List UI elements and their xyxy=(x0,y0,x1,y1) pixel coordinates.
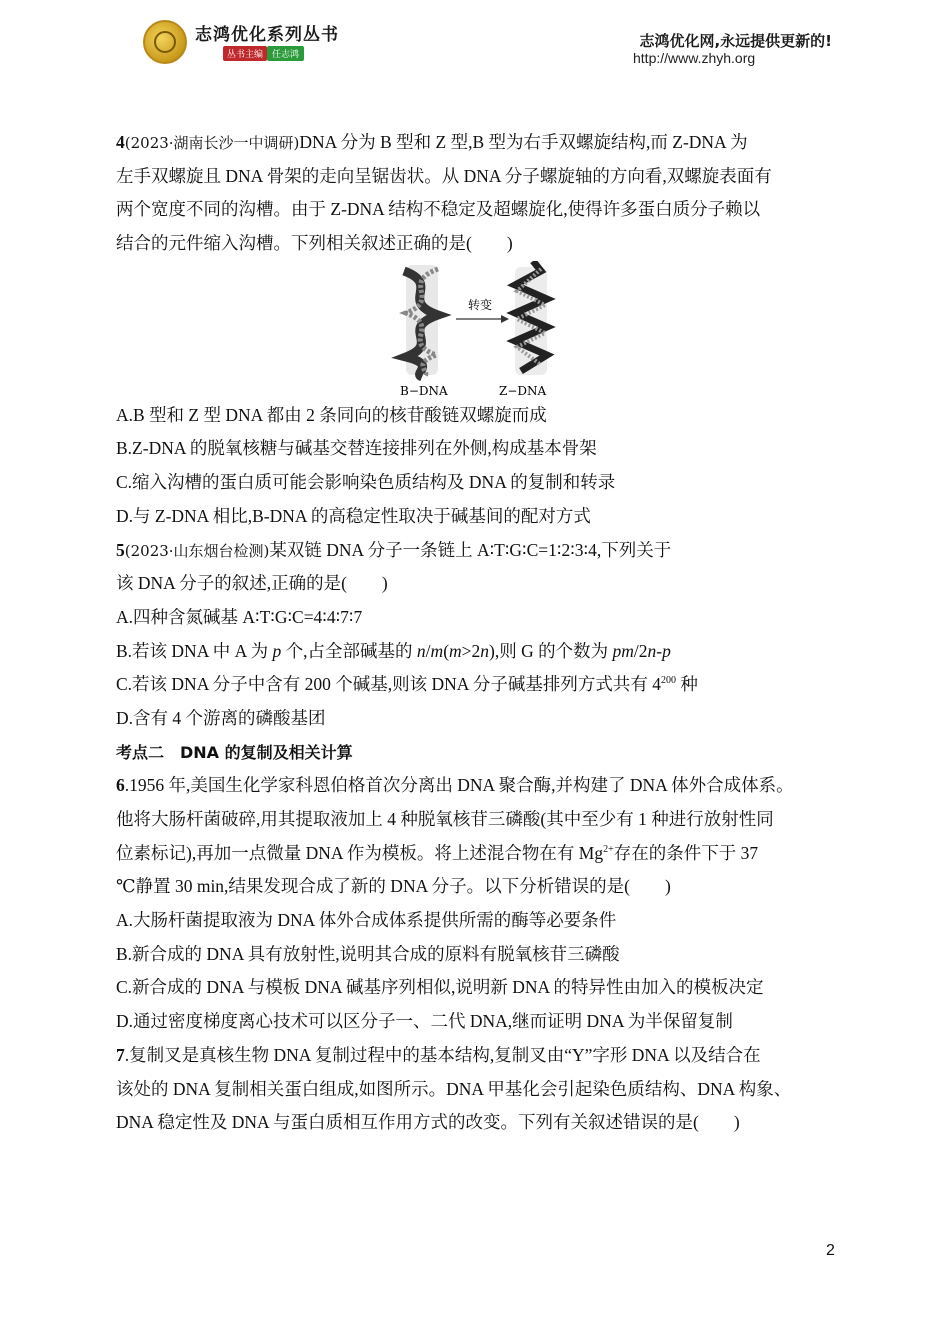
q5-option-a[interactable]: A.四种含氮碱基 A∶T∶G∶C=4∶4∶7∶7 xyxy=(116,606,363,627)
section-title: 考点二 DNA 的复制及相关计算 xyxy=(116,742,353,762)
q7-line-3: DNA 稳定性及 DNA 与蛋白质相互作用方式的改变。下列有关叙述错误的是( ) xyxy=(116,1112,740,1133)
q6-line-2: 他将大肠杆菌破碎,用其提取液加上 4 种脱氧核苷三磷酸(其中至少有 1 种进行放射性同 xyxy=(116,809,774,829)
q4-option-c[interactable]: C.缩入沟槽的蛋白质可能会影响染色质结构及 DNA 的复制和转录 xyxy=(116,472,616,493)
question-number: 5 xyxy=(116,539,125,560)
question-source: (2023·山东烟台检测) xyxy=(124,541,270,560)
q7-line-2: 该处的 DNA 复制相关蛋白组成,如图所示。DNA 甲基化会引起染色质结构、DNA 构象、 xyxy=(116,1078,792,1099)
q4-option-d[interactable]: D.与 Z-DNA 相比,B-DNA 的高稳定性取决于碱基间的配对方式 xyxy=(116,505,591,526)
arrow-label: 转变 xyxy=(468,297,493,312)
brand-title: 志鸿优化系列丛书 xyxy=(195,25,339,45)
document-body xyxy=(116,126,856,1140)
z-dna-label: Z−DNA xyxy=(499,383,547,398)
b-dna-helix-icon xyxy=(404,265,438,377)
q5-option-d[interactable]: D.含有 4 个游离的磷酸基团 xyxy=(116,707,326,728)
q5-text: 某双链 DNA 分子一条链上 A∶T∶G∶C=1∶2∶3∶4,下列关于 xyxy=(269,539,672,560)
q4-option-a[interactable]: A.B 型和 Z 型 DNA 都由 2 条同向的核苷酸链双螺旋而成 xyxy=(116,404,547,425)
q6-option-b[interactable]: B.新合成的 DNA 具有放射性,说明其合成的原料有脱氧核苷三磷酸 xyxy=(116,943,620,964)
page-header xyxy=(0,0,950,80)
q5-option-c[interactable]: C.若该 DNA 分子中含有 200 个碱基,则该 DNA 分子碱基排列方式共有 $4^{200}$ 种 xyxy=(116,674,698,695)
site-url[interactable]: http://www.zhyh.org xyxy=(633,50,756,66)
b-dna-label: B−DNA xyxy=(400,383,448,398)
q5-line-2: 该 DNA 分子的叙述,正确的是( ) xyxy=(116,573,388,594)
q6-option-d[interactable]: D.通过密度梯度离心技术可以区分子一、二代 DNA,继而证明 DNA 为半保留复制 xyxy=(116,1011,733,1032)
emblem-icon xyxy=(143,20,187,64)
q5-option-b[interactable]: B.若该 DNA 中 A 为 p 个,占全部碱基的 n/m(m>2n),则 G 的个数为 pm/2n-p xyxy=(116,640,671,661)
dna-helix-illustration xyxy=(116,261,856,399)
brand-tag-name: 任志鸿 xyxy=(267,46,304,61)
q7-line-1: 7.复制叉是真核生物 DNA 复制过程中的基本结构,复制叉由“Y”字形 DNA 以及结合在 xyxy=(116,1044,761,1065)
brand-tag-editor: 丛书主编 xyxy=(223,46,267,61)
question-number: 4 xyxy=(116,132,125,152)
q6-line-4: ℃静置 30 min,结果发现合成了新的 DNA 分子。以下分析错误的是( ) xyxy=(116,876,671,897)
q4-line-1 xyxy=(116,126,856,160)
q5-line-1 xyxy=(116,534,856,568)
q6-line-1: 6.1956 年,美国生化学家科恩伯格首次分离出 DNA 聚合酶,并构建了 DNA 体外合成体系。 xyxy=(116,775,794,796)
arrow-icon xyxy=(456,315,509,323)
q4-line-2: 左手双螺旋且 DNA 骨架的走向呈锯齿状。从 DNA 分子螺旋轴的方向看,双螺旋表面有 xyxy=(116,165,772,186)
q6-option-a[interactable]: A.大肠杆菌提取液为 DNA 体外合成体系提供所需的酶等必要条件 xyxy=(116,910,617,931)
page-number: 2 xyxy=(826,1242,835,1259)
question-number: 7 xyxy=(116,1044,125,1065)
z-dna-helix-icon xyxy=(515,261,547,375)
q6-line-3: 位素标记),再加一点微量 DNA 作为模板。将上述混合物在有 $Mg^{2+}$存在的条件下于 37 xyxy=(116,842,759,863)
q6-option-c[interactable]: C.新合成的 DNA 与模板 DNA 碱基序列相似,说明新 DNA 的特异性由加入的模板决定 xyxy=(116,977,764,998)
q4-text: DNA 分为 B 型和 Z 型,B 型为右手双螺旋结构,而 Z-DNA 为 xyxy=(299,132,748,152)
q4-line-3: 两个宽度不同的沟槽。由于 Z-DNA 结构不稳定及超螺旋化,使得许多蛋白质分子赖以 xyxy=(116,199,761,220)
site-slogan: 志鸿优化网,永远提供更新的! xyxy=(639,32,832,50)
brand-logo xyxy=(143,18,339,68)
q4-line-4: 结合的元件缩入沟槽。下列相关叙述正确的是( ) xyxy=(116,233,513,254)
question-source: (2023·湖南长沙一中调研) xyxy=(124,134,300,152)
dna-figure xyxy=(116,261,856,399)
question-number: 6 xyxy=(116,775,125,796)
q4-option-b[interactable]: B.Z-DNA 的脱氧核糖与碱基交替连接排列在外侧,构成基本骨架 xyxy=(116,438,597,459)
